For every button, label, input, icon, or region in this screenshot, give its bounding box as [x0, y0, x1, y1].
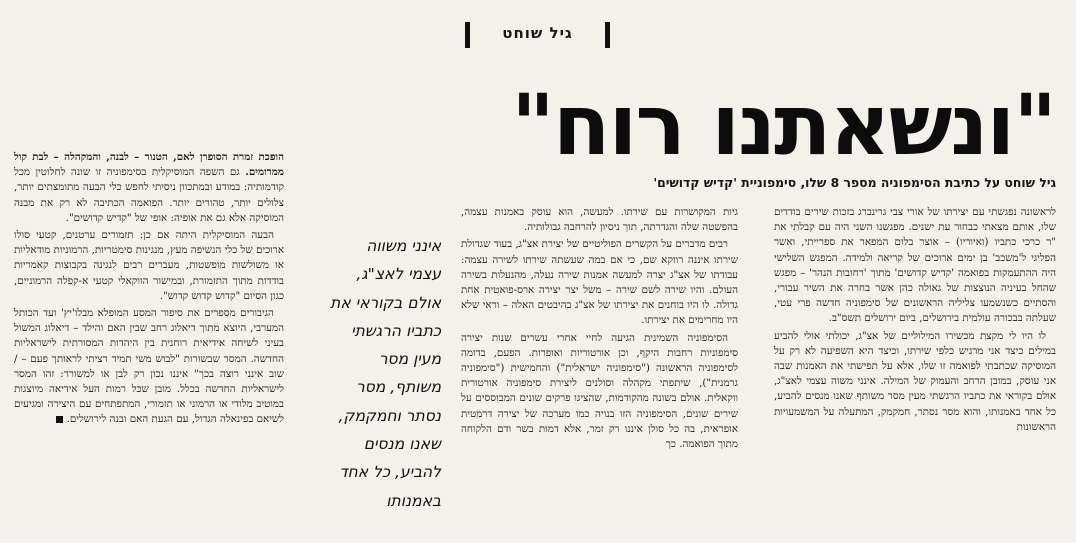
- headline: "ונשאתנו רוח": [511, 76, 1055, 174]
- paragraph-body: הבעה המוסיקלית היתה אם כן: תזמורים ערטנים, קטעי סולו ארוכים של כלי הנשיפה מעץ, מנגינות סימטריות, הרמוניות מודאליות או משולשות מופשטות, מעברים רבים לנגינה בקבוצות קאמריות בודדות מתוך התזמורת, ובמישור הווקאלי קטעי א-קפלה הרמוניים, כגון הסיום "קדוש קדוש קדוש".: [14, 229, 284, 302]
- paragraph: [14, 150, 284, 226]
- paragraph: גיות המקושרות עם שירתו. למעשה, הוא עוסק באמנות עצמה, בהפשטה שלה והגדרתה, תוך ניסיון להרחבה גבולותיה.: [461, 206, 738, 234]
- pull-quote-line: אינני משווה: [366, 237, 441, 255]
- byline-box: [465, 18, 610, 52]
- byline: גיל שוחט: [502, 24, 573, 42]
- byline-bar-right: [605, 22, 610, 48]
- paragraph-body: גם השפה המוסיקלית בסימפוניה זו שונה לחלוטין מכל קודמותיה: במודע ובמתכוון ניסיתי לחפש כלי הבעה מתומצתים יותר, צלולים יותר, טהורים יותר. הפואמה הכתיבה לא רק את מבנה המוסיקה אלא גם את אופיה: אופי של "קדיש קדושים".: [14, 166, 284, 224]
- pull-quote-line: מעין מסר: [378, 350, 441, 369]
- lead-in-bold: הופכת זמרת הסופרן לאם, הטנור – לבנה, והמקהלה – לבת קול ממרומים.: [14, 151, 284, 179]
- pull-quote-line: באמנותו: [386, 491, 441, 510]
- paragraph: [14, 306, 284, 428]
- paragraph: לראשונה נפגשתי עם יצירתו של אורי צבי גרינברג בזכות שירים בודדים שלו, אותם מצאתי כבחור עת ישנים. מפגשנו השני היה עם קבלתי את "ר כרכי כתביו (ואיוריו) – אוצר בלום המפאר את ספרייתי, ואשר הפליגי ל'משכב' בן ימים ארוכים של קריאה ולמידה. המפגש השלישי היה ההתעמקות בפואמה 'קדיש קדושים' מתוך 'רחובות הנהר' – מפגש שהחל בעיניה הנוצצות של גאולה כהן אשר בחרה את השיר עבורי, והסתיים כשנשמעו צליליה הראשונים של סימפוניה חדשה פרי עטי, שעלתה בבכורה עולמית בירושלים, ביום ירושלים תשס"ב.: [774, 206, 1056, 325]
- paragraph: לו היו לי מקצת מכשירו המילוליים של אצ"ג, יכולתי אולי להביע במילים כיצד אני מרגיש כלפי שירתו, וכיצד היא השפיעה לא רק על המוסיקה שכתבתי לפואמה זו שלו, אלא על תפישתי את האמנות שבה אני עוסק, במובן הרחב והעמוק של המילה. אינני משוה עצמי לאצ"ג, אולם בקוראי את כתביו הרגשתי מעין מסר משותף שאנו מנסים להביע, כל אחד באמנותו, והוא מסר נסתר, חמקמק, המתעלה על המשמעויות הראשונות: [774, 329, 1056, 433]
- article-column-1: [774, 205, 1056, 535]
- paragraph-body: הגיבורים מספרים את סיפור המסע המופלא מבלו'יץ' ועד הכותל המערבי, היוצא מתוך דיאלוג רחב שבין האם והילד – דיאלוג המשול בעיני לשיחה אידיאית רוחנית בין היהדות המסורתית לישראליות החדשה. המסר שבשורות "לבוש משי תמיד רציתי לראותך פעם – / שוב אינני רוצה בכך" איננו נכון רק לבן או למשורר: זהו המסר לישראליות החדשה בכלל. מובן שכל רמות העל אידיאה מיוצגות במוטיב מלודי או הרמוני או תזמורי, המתפתחים עם היצירה ומגיעים לשיאם בפינאלה הגדול, עם הגעת האם ובנה לירושלים.: [14, 307, 284, 426]
- pull-quote-line: עצמי לאצ"ג,: [356, 265, 441, 284]
- pull-quote-line: להביע, כל אחד: [339, 463, 441, 482]
- paragraph: הסימפוניה השמינית הגיעה לחיי אחרי עשרים שנות יצירה סימפוניות רחבות היקף, וכן אורטוריות ואופרות. הפעם, בדומה לסימפוניה הראשונה ("סימפוניה ישראלית") והחמישית ("סימפוניה גרמנית"), שיתפתי מקהלה וסולנים ליצירת סימפוניה אורטורית ווקאלית. אולם בשונה מהקודמות, שהציגו פרקים שונים המבוססים על שירים שונים, הסימפוניה הזו בנויה כמו מערכה של יצירה דרמטית אופראית, בה כל סולן איננו רק זמר, אלא דמות בשר ודם הלקוחה מתוך הפואמה. כך: [461, 331, 738, 451]
- pull-quote-line: משותף, מסר: [355, 378, 441, 397]
- paragraph: [14, 228, 284, 304]
- pull-quote: [298, 232, 441, 515]
- article-column-2: [461, 205, 738, 535]
- article-column-3: [14, 150, 284, 532]
- byline-bar-left: [465, 22, 470, 48]
- pull-quote-line: אולם בקוראי את: [330, 293, 441, 312]
- end-mark-icon: [56, 416, 63, 423]
- pull-quote-line: כתביו הרגשתי: [351, 321, 441, 340]
- subtitle: גיל שוחט על כתיבת הסימפוניה מספר 8 שלו, סימפוניית 'קדיש קדושים': [653, 175, 1056, 190]
- paragraph: רבים מדברים על הקשרים הפוליטיים של יצירת אצ"ג, בעוד שגדולת שירתו איננה רווקא שם, כי אם במה שעשתה שירתו לשירה עצמה: עבודתו של אצ"ג יצרה למעשה אמנות שירה נעלה, מהנעלות בשירה העולם. והיו שירה לשם שירה – משל יצר יצירה ארס-פואטית אחת גדולה. לו היו בוחנים את יצירתו של אצ"ג בהיבטים האלה – וראי שלא היו מחרימים את יצירתו.: [461, 238, 738, 327]
- pull-quote-line: שאנו מנסים: [363, 435, 441, 454]
- pull-quote-line: נסתר וחמקמק,: [338, 406, 441, 425]
